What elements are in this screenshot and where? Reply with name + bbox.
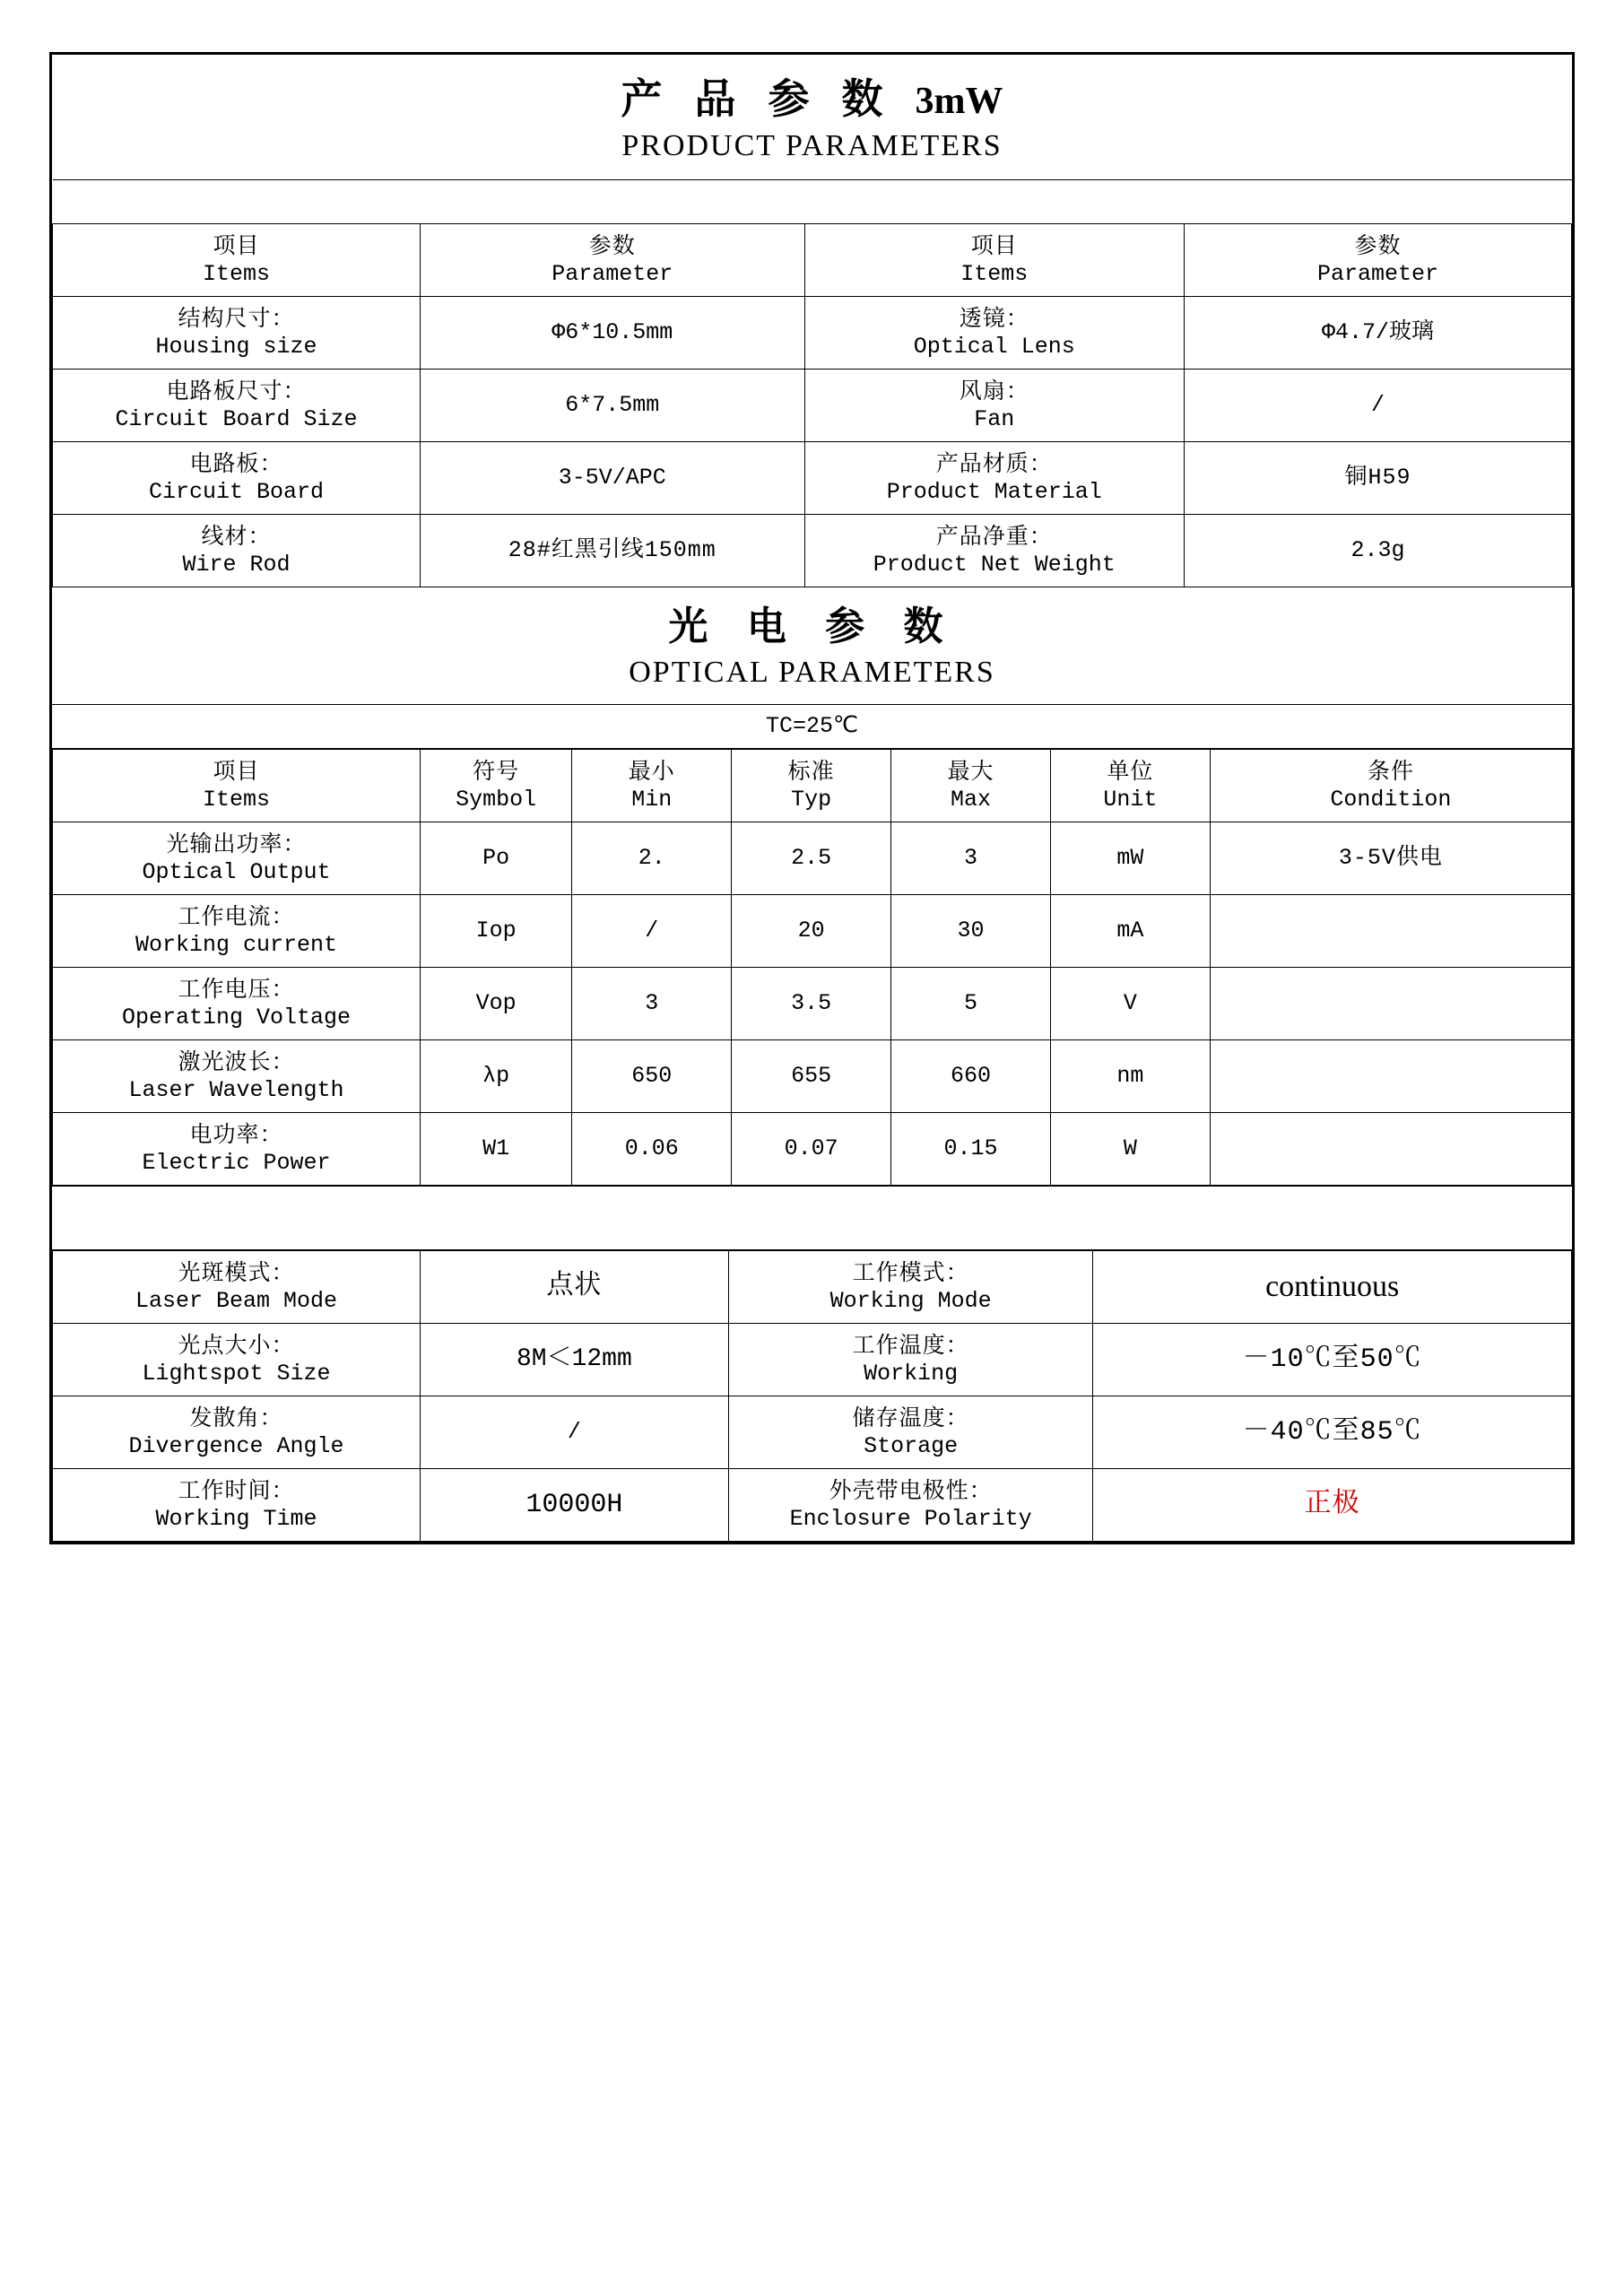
row-max: 3 xyxy=(891,822,1051,895)
row-label-en: Storage xyxy=(864,1433,959,1460)
row-value: 铜H59 xyxy=(1185,442,1572,515)
mode-table xyxy=(52,1250,1572,1542)
row-symbol: Iop xyxy=(420,895,571,968)
table-row xyxy=(53,1469,1572,1542)
header-max-en: Max xyxy=(950,787,991,813)
row-value: continuous xyxy=(1093,1251,1572,1324)
header-items-cn: 项目 xyxy=(213,758,260,785)
row-value: Φ6*10.5mm xyxy=(420,297,804,370)
row-label-cn: 结构尺寸： xyxy=(178,305,295,332)
header-param-en-left: Parameter xyxy=(551,261,673,288)
row-label-en: Product Material xyxy=(886,479,1102,506)
row-label-cn: 风扇： xyxy=(959,378,1029,404)
row-min: 3 xyxy=(572,968,732,1040)
table-row xyxy=(53,822,1572,895)
header-param-cn-left: 参数 xyxy=(588,232,636,259)
row-label-cn: 激光波长： xyxy=(178,1048,295,1075)
row-label-en: Lightspot Size xyxy=(142,1361,331,1387)
row-label-en: Laser Beam Mode xyxy=(135,1288,337,1315)
product-table-header xyxy=(53,224,1572,297)
temp-condition: TC=25℃ xyxy=(52,705,1572,749)
row-value: / xyxy=(1185,370,1572,442)
page-title-cn: 产 品 参 数 xyxy=(621,74,892,123)
header-param-en-right: Parameter xyxy=(1316,261,1439,288)
row-symbol: W1 xyxy=(420,1113,571,1186)
table-row xyxy=(53,1396,1572,1469)
header-symbol-cn: 符号 xyxy=(473,758,520,785)
row-value: 8M＜12mm xyxy=(420,1324,728,1396)
row-max: 0.15 xyxy=(891,1113,1051,1186)
row-value: / xyxy=(420,1396,728,1469)
header-unit-cn: 单位 xyxy=(1107,758,1154,785)
header-param-cn-right: 参数 xyxy=(1354,232,1402,259)
optical-parameters-table xyxy=(52,749,1572,1186)
spacer-table xyxy=(52,1186,1572,1250)
page-title xyxy=(56,57,1568,126)
row-label-cn: 光输出功率： xyxy=(166,831,307,857)
row-label-cn: 产品材质： xyxy=(935,450,1053,477)
row-value: 6*7.5mm xyxy=(420,370,804,442)
row-typ: 0.07 xyxy=(732,1113,891,1186)
table-row xyxy=(53,442,1572,515)
table-row xyxy=(53,968,1572,1040)
header-items-cn-right: 项目 xyxy=(970,232,1018,259)
document-title-row xyxy=(53,55,1572,180)
section-title-en: OPTICAL PARAMETERS xyxy=(629,655,995,689)
row-label-en: Product Net Weight xyxy=(873,552,1116,578)
section-title-cn: 光 电 参 数 xyxy=(668,604,956,650)
row-min: / xyxy=(572,895,732,968)
row-label-en: Circuit Board Size xyxy=(115,406,358,433)
page-title-power: 3mW xyxy=(915,81,1003,122)
row-max: 30 xyxy=(891,895,1051,968)
product-parameters-table xyxy=(52,55,1572,587)
row-label-en: Working Mode xyxy=(829,1288,992,1315)
row-label-en: Enclosure Polarity xyxy=(789,1506,1032,1533)
row-label-cn: 工作模式： xyxy=(852,1259,969,1286)
header-condition-cn: 条件 xyxy=(1367,758,1414,785)
row-label-en: Operating Voltage xyxy=(121,1004,351,1031)
row-unit: V xyxy=(1050,968,1210,1040)
row-min: 2. xyxy=(572,822,732,895)
temp-condition-row xyxy=(52,705,1572,749)
row-value: 3-5V/APC xyxy=(420,442,804,515)
table-row xyxy=(53,895,1572,968)
row-value: 2.3g xyxy=(1185,515,1572,587)
row-label-cn: 光点大小： xyxy=(178,1332,295,1359)
row-condition xyxy=(1210,1040,1571,1113)
page-title-en: PRODUCT PARAMETERS xyxy=(621,128,1003,162)
row-unit: W xyxy=(1050,1113,1210,1186)
row-value-polarity: 正极 xyxy=(1093,1469,1572,1542)
row-unit: nm xyxy=(1050,1040,1210,1113)
row-label-en: Electric Power xyxy=(142,1150,331,1177)
row-unit: mA xyxy=(1050,895,1210,968)
row-label-cn: 透镜： xyxy=(959,305,1029,332)
row-value: －40℃至85℃ xyxy=(1093,1396,1572,1469)
row-condition xyxy=(1210,895,1571,968)
row-condition: 3-5V供电 xyxy=(1210,822,1571,895)
document-frame xyxy=(49,52,1575,1544)
row-label-en: Circuit Board xyxy=(148,479,324,506)
header-min-cn: 最小 xyxy=(628,758,675,785)
row-label-cn: 电路板尺寸： xyxy=(166,378,307,404)
row-value: 28#红黑引线150mm xyxy=(420,515,804,587)
row-max: 5 xyxy=(891,968,1051,1040)
header-max-cn: 最大 xyxy=(947,758,994,785)
header-items-en-left: Items xyxy=(202,261,270,288)
row-label-en: Optical Lens xyxy=(913,334,1075,361)
row-label-en: Housing size xyxy=(155,334,317,361)
row-label-cn: 光斑模式： xyxy=(178,1259,295,1286)
row-label-cn: 储存温度： xyxy=(852,1405,969,1431)
row-max: 660 xyxy=(891,1040,1051,1113)
table-row xyxy=(53,370,1572,442)
row-label-cn: 工作电流： xyxy=(178,903,295,930)
table-row xyxy=(53,1324,1572,1396)
row-label-en: Fan xyxy=(974,406,1015,433)
table-row xyxy=(53,297,1572,370)
header-typ-cn: 标准 xyxy=(787,758,835,785)
header-condition-en: Condition xyxy=(1330,787,1452,813)
row-symbol: Vop xyxy=(420,968,571,1040)
row-min: 650 xyxy=(572,1040,732,1113)
row-value: Φ4.7/玻璃 xyxy=(1185,297,1572,370)
optical-section-title-table xyxy=(52,587,1572,749)
row-label-cn: 工作温度： xyxy=(852,1332,969,1359)
table-row xyxy=(53,515,1572,587)
row-label-cn: 工作时间： xyxy=(178,1477,295,1504)
row-label-en: Working Time xyxy=(155,1506,317,1533)
header-min-en: Min xyxy=(631,787,673,813)
table-row xyxy=(53,1251,1572,1324)
spacer-row-top xyxy=(53,180,1572,224)
row-label-cn: 线材： xyxy=(201,523,272,550)
optical-table-header xyxy=(53,750,1572,822)
row-typ: 655 xyxy=(732,1040,891,1113)
row-label-cn: 电路板： xyxy=(189,450,283,477)
row-label-cn: 外壳带电极性： xyxy=(829,1477,993,1504)
row-label-en: Wire Rod xyxy=(182,552,291,578)
header-symbol-en: Symbol xyxy=(456,787,537,813)
row-typ: 20 xyxy=(732,895,891,968)
table-row xyxy=(53,1040,1572,1113)
row-condition xyxy=(1210,968,1571,1040)
spacer-row-middle xyxy=(52,1187,1572,1250)
row-condition xyxy=(1210,1113,1571,1186)
table-row xyxy=(53,1113,1572,1186)
row-label-en: Optical Output xyxy=(142,859,331,886)
row-label-cn: 产品净重： xyxy=(935,523,1053,550)
row-value: 点状 xyxy=(420,1251,728,1324)
header-items-cn-left: 项目 xyxy=(213,232,260,259)
row-label-en: Working xyxy=(864,1361,959,1387)
header-typ-en: Typ xyxy=(791,787,832,813)
section-title-row xyxy=(52,587,1572,704)
row-label-cn: 工作电压： xyxy=(178,976,295,1003)
row-typ: 2.5 xyxy=(732,822,891,895)
header-items-en-right: Items xyxy=(960,261,1029,288)
row-label-en: Working current xyxy=(135,932,337,959)
row-value: －10℃至50℃ xyxy=(1093,1324,1572,1396)
row-min: 0.06 xyxy=(572,1113,732,1186)
row-symbol: Po xyxy=(420,822,571,895)
row-label-en: Laser Wavelength xyxy=(128,1077,344,1104)
header-unit-en: Unit xyxy=(1103,787,1158,813)
row-label-cn: 电功率： xyxy=(189,1121,283,1148)
row-unit: mW xyxy=(1050,822,1210,895)
row-symbol: λp xyxy=(420,1040,571,1113)
row-typ: 3.5 xyxy=(732,968,891,1040)
row-label-cn: 发散角： xyxy=(189,1405,283,1431)
row-value: 10000H xyxy=(420,1469,728,1542)
header-items-en: Items xyxy=(202,787,270,813)
row-label-en: Divergence Angle xyxy=(128,1433,344,1460)
